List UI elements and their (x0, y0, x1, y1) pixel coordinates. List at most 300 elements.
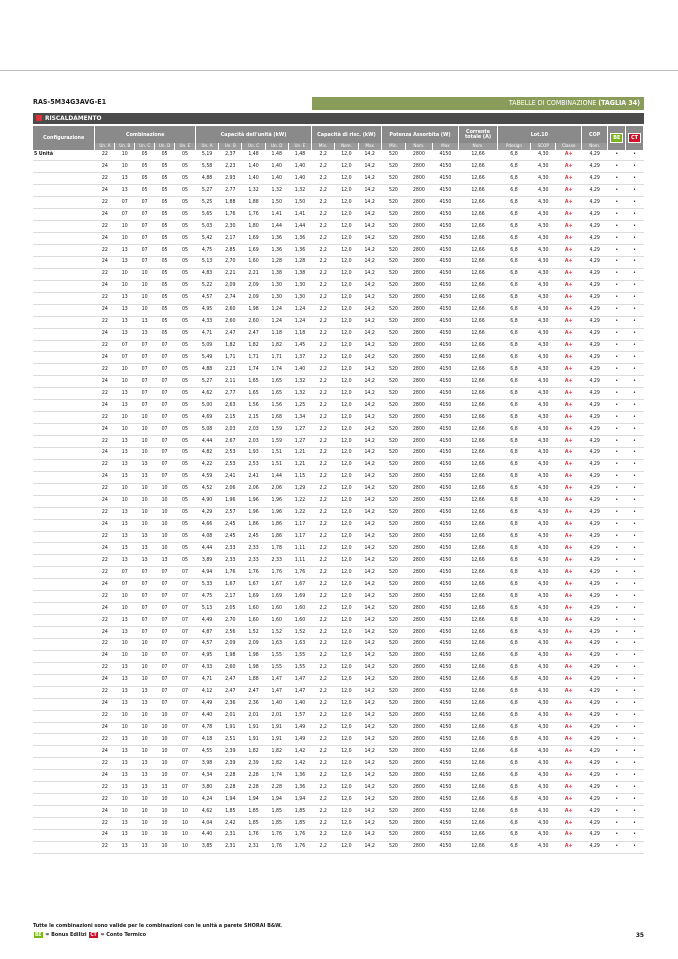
spec-cell: 2,2 (312, 806, 335, 818)
spec-cell: 2,2 (312, 471, 335, 483)
spec-cell: 6,8 (497, 579, 530, 591)
spec-cell: 12,66 (459, 722, 498, 734)
unit-capacity-cell: 1,40 (288, 698, 311, 710)
unit-combo-cell: 07 (155, 376, 175, 388)
header-cop: COP (581, 126, 608, 143)
spec-cell: 6,8 (497, 280, 530, 292)
unit-combo-cell: 10 (115, 150, 135, 161)
header-configurazione: Configurazione (33, 126, 95, 150)
unit-combo-cell: 07 (174, 638, 195, 650)
spec-cell: • (608, 591, 626, 603)
spec-cell: A+ (556, 806, 581, 818)
spec-cell: 4,30 (531, 316, 556, 328)
spec-cell: 14,2 (358, 424, 381, 436)
spec-cell: 12,66 (459, 794, 498, 806)
spec-cell: • (608, 806, 626, 818)
unit-capacity-cell: 2,39 (219, 746, 242, 758)
unit-combo-cell: 24 (95, 603, 115, 615)
spec-cell: 14,2 (358, 173, 381, 185)
unit-capacity-cell: 3,89 (195, 555, 218, 567)
spec-cell: 12,0 (335, 603, 358, 615)
config-cell (33, 507, 95, 519)
unit-capacity-cell: 1,69 (242, 245, 265, 257)
unit-combo-cell: 05 (155, 245, 175, 257)
unit-combo-cell: 10 (155, 483, 175, 495)
spec-cell: 4,30 (531, 400, 556, 412)
spec-cell: 6,8 (497, 507, 530, 519)
square-bullet-icon (36, 115, 42, 121)
unit-combo-cell: 13 (115, 543, 135, 555)
spec-cell: 2800 (406, 304, 433, 316)
spec-cell: 12,0 (335, 507, 358, 519)
config-cell (33, 698, 95, 710)
unit-combo-cell: 13 (115, 519, 135, 531)
spec-cell: 12,66 (459, 770, 498, 782)
spec-cell: 2,2 (312, 436, 335, 448)
unit-combo-cell: 24 (95, 233, 115, 245)
unit-capacity-cell: 1,93 (242, 447, 265, 459)
unit-combo-cell: 07 (135, 352, 155, 364)
spec-cell: 4,30 (531, 806, 556, 818)
unit-combo-cell: 07 (155, 603, 175, 615)
spec-cell: • (608, 495, 626, 507)
spec-cell: 4,29 (581, 543, 608, 555)
unit-capacity-cell: 1,42 (288, 758, 311, 770)
config-cell (33, 746, 95, 758)
spec-cell: 4,29 (581, 829, 608, 841)
spec-cell: 14,2 (358, 650, 381, 662)
unit-capacity-cell: 2,70 (219, 615, 242, 627)
spec-cell: 14,2 (358, 447, 381, 459)
spec-cell: 14,2 (358, 686, 381, 698)
unit-combo-cell: 24 (95, 829, 115, 841)
spec-cell: 2,2 (312, 543, 335, 555)
spec-cell: 2800 (406, 806, 433, 818)
spec-cell: 520 (381, 698, 405, 710)
unit-capacity-cell: 1,82 (242, 746, 265, 758)
unit-capacity-cell: 1,67 (265, 579, 288, 591)
unit-capacity-cell: 1,96 (219, 495, 242, 507)
spec-cell: 4,30 (531, 662, 556, 674)
spec-cell: 12,66 (459, 400, 498, 412)
table-row (33, 782, 644, 794)
unit-capacity-cell: 1,52 (265, 627, 288, 639)
unit-combo-cell: 24 (95, 519, 115, 531)
config-cell (33, 829, 95, 841)
spec-cell: 2800 (406, 662, 433, 674)
unit-capacity-cell: 2,17 (219, 591, 242, 603)
unit-combo-cell: 07 (135, 197, 155, 209)
spec-cell: 4,29 (581, 555, 608, 567)
unit-capacity-cell: 1,40 (265, 173, 288, 185)
spec-cell: 2800 (406, 710, 433, 722)
spec-cell: A+ (556, 328, 581, 340)
spec-cell: 520 (381, 292, 405, 304)
spec-cell: 6,8 (497, 818, 530, 830)
spec-cell: 12,66 (459, 161, 498, 173)
spec-cell: 12,0 (335, 794, 358, 806)
subheader-cell: Un. D (155, 143, 175, 150)
spec-cell: A+ (556, 495, 581, 507)
spec-cell: 2,2 (312, 710, 335, 722)
unit-combo-cell: 24 (95, 185, 115, 197)
unit-capacity-cell: 1,88 (242, 197, 265, 209)
unit-capacity-cell: 2,09 (242, 292, 265, 304)
unit-combo-cell: 07 (174, 746, 195, 758)
spec-cell: • (626, 436, 644, 448)
unit-capacity-cell: 1,69 (242, 591, 265, 603)
table-row (33, 818, 644, 830)
spec-cell: 4,29 (581, 150, 608, 161)
spec-cell: 2,2 (312, 233, 335, 245)
unit-combo-cell: 13 (115, 447, 135, 459)
unit-combo-cell: 24 (95, 280, 115, 292)
unit-capacity-cell: 2,33 (265, 555, 288, 567)
spec-cell: 6,8 (497, 627, 530, 639)
spec-cell: 2800 (406, 746, 433, 758)
spec-cell: 2,2 (312, 292, 335, 304)
spec-cell: 6,8 (497, 412, 530, 424)
spec-cell: 14,2 (358, 412, 381, 424)
unit-capacity-cell: 1,74 (265, 770, 288, 782)
unit-capacity-cell: 1,47 (265, 674, 288, 686)
table-row (33, 304, 644, 316)
spec-cell: • (608, 567, 626, 579)
spec-cell: 4150 (432, 388, 459, 400)
config-cell (33, 447, 95, 459)
spec-cell: A+ (556, 150, 581, 161)
spec-cell: 14,2 (358, 615, 381, 627)
unit-capacity-cell: 2,42 (219, 818, 242, 830)
spec-cell: • (626, 400, 644, 412)
table-row (33, 722, 644, 734)
spec-cell: 4,30 (531, 495, 556, 507)
unit-capacity-cell: 1,56 (265, 400, 288, 412)
spec-cell: • (608, 400, 626, 412)
unit-combo-cell: 22 (95, 591, 115, 603)
spec-cell: 520 (381, 471, 405, 483)
spec-cell: 2800 (406, 256, 433, 268)
config-cell (33, 173, 95, 185)
spec-cell: 12,0 (335, 615, 358, 627)
spec-cell: 2,2 (312, 734, 335, 746)
unit-combo-cell: 10 (115, 710, 135, 722)
spec-cell: 4,29 (581, 221, 608, 233)
spec-cell: 4,29 (581, 412, 608, 424)
unit-capacity-cell: 1,85 (265, 818, 288, 830)
subheader-cell: Un. A (195, 143, 218, 150)
unit-capacity-cell: 2,11 (219, 376, 242, 388)
spec-cell: • (626, 256, 644, 268)
spec-cell: 12,0 (335, 627, 358, 639)
table-row (33, 674, 644, 686)
spec-cell: A+ (556, 543, 581, 555)
unit-capacity-cell: 1,94 (242, 794, 265, 806)
spec-cell: 12,66 (459, 567, 498, 579)
spec-cell: 4,29 (581, 507, 608, 519)
spec-cell: 4150 (432, 424, 459, 436)
spec-cell: 12,66 (459, 543, 498, 555)
unit-combo-cell: 22 (95, 245, 115, 257)
spec-cell: 2,2 (312, 794, 335, 806)
spec-cell: • (626, 734, 644, 746)
table-row (33, 758, 644, 770)
unit-combo-cell: 10 (135, 280, 155, 292)
unit-combo-cell: 10 (135, 674, 155, 686)
unit-capacity-cell: 2,45 (219, 531, 242, 543)
ct-legend-text: = Conto Termico (100, 932, 146, 938)
unit-combo-cell: 22 (95, 841, 115, 853)
spec-cell: 6,8 (497, 698, 530, 710)
spec-cell: 520 (381, 280, 405, 292)
spec-cell: A+ (556, 758, 581, 770)
spec-cell: 2,2 (312, 173, 335, 185)
unit-capacity-cell: 2,60 (219, 662, 242, 674)
table-row (33, 459, 644, 471)
header-capacita-unita: Capacità dell'unità (kW) (195, 126, 311, 143)
spec-cell: 4150 (432, 376, 459, 388)
spec-cell: • (608, 543, 626, 555)
unit-capacity-cell: 1,96 (265, 507, 288, 519)
spec-cell: 4,30 (531, 376, 556, 388)
unit-capacity-cell: 1,29 (288, 483, 311, 495)
spec-cell: 6,8 (497, 483, 530, 495)
unit-combo-cell: 13 (115, 328, 135, 340)
spec-cell: 12,66 (459, 758, 498, 770)
unit-capacity-cell: 1,76 (219, 567, 242, 579)
table-row (33, 698, 644, 710)
unit-capacity-cell: 2,33 (219, 555, 242, 567)
spec-cell: 12,66 (459, 686, 498, 698)
unit-capacity-cell: 3,85 (195, 841, 218, 853)
spec-cell: 12,66 (459, 495, 498, 507)
spec-cell: • (608, 770, 626, 782)
spec-cell: 520 (381, 758, 405, 770)
unit-capacity-cell: 2,31 (219, 841, 242, 853)
unit-capacity-cell: 1,41 (265, 209, 288, 221)
unit-combo-cell: 13 (115, 841, 135, 853)
be-legend-text: = Bonus Edilizi (45, 932, 87, 938)
spec-cell: • (626, 829, 644, 841)
unit-combo-cell: 05 (174, 436, 195, 448)
config-cell (33, 495, 95, 507)
unit-capacity-cell: 1,59 (265, 424, 288, 436)
spec-cell: • (608, 674, 626, 686)
unit-capacity-cell: 1,71 (219, 352, 242, 364)
config-cell (33, 304, 95, 316)
unit-combo-cell: 10 (115, 806, 135, 818)
spec-cell: • (608, 555, 626, 567)
unit-capacity-cell: 4,71 (195, 328, 218, 340)
unit-combo-cell: 07 (155, 627, 175, 639)
unit-capacity-cell: 1,50 (288, 197, 311, 209)
unit-capacity-cell: 1,91 (219, 722, 242, 734)
unit-combo-cell: 24 (95, 352, 115, 364)
unit-capacity-cell: 1,40 (288, 364, 311, 376)
table-row (33, 197, 644, 209)
spec-cell: 520 (381, 388, 405, 400)
unit-combo-cell: 10 (115, 794, 135, 806)
unit-combo-cell: 10 (155, 507, 175, 519)
spec-cell: 4150 (432, 770, 459, 782)
spec-cell: 12,0 (335, 233, 358, 245)
unit-combo-cell: 10 (135, 818, 155, 830)
unit-combo-cell: 13 (115, 698, 135, 710)
unit-capacity-cell: 2,47 (242, 328, 265, 340)
unit-combo-cell: 07 (115, 197, 135, 209)
unit-capacity-cell: 1,82 (265, 746, 288, 758)
spec-cell: A+ (556, 292, 581, 304)
spec-cell: 2800 (406, 245, 433, 257)
unit-combo-cell: 24 (95, 674, 115, 686)
unit-combo-cell: 05 (174, 388, 195, 400)
unit-capacity-cell: 2,21 (219, 268, 242, 280)
spec-cell: 2800 (406, 543, 433, 555)
spec-cell: • (626, 340, 644, 352)
unit-combo-cell: 07 (174, 674, 195, 686)
unit-capacity-cell: 1,76 (265, 567, 288, 579)
spec-cell: 12,0 (335, 447, 358, 459)
table-row (33, 340, 644, 352)
unit-combo-cell: 22 (95, 638, 115, 650)
unit-capacity-cell: 2,93 (219, 173, 242, 185)
spec-cell: • (626, 698, 644, 710)
config-cell (33, 519, 95, 531)
spec-cell: 4150 (432, 483, 459, 495)
spec-cell: 2800 (406, 209, 433, 221)
unit-capacity-cell: 4,40 (195, 710, 218, 722)
unit-capacity-cell: 1,85 (265, 806, 288, 818)
spec-cell: 4150 (432, 579, 459, 591)
spec-cell: A+ (556, 304, 581, 316)
unit-combo-cell: 10 (135, 436, 155, 448)
spec-cell: 4150 (432, 268, 459, 280)
spec-cell: 4,29 (581, 268, 608, 280)
unit-combo-cell: 24 (95, 304, 115, 316)
unit-capacity-cell: 4,04 (195, 818, 218, 830)
spec-cell: 520 (381, 316, 405, 328)
spec-cell: 2,2 (312, 841, 335, 853)
spec-cell: • (626, 591, 644, 603)
spec-cell: 6,8 (497, 340, 530, 352)
unit-capacity-cell: 1,69 (288, 591, 311, 603)
config-cell (33, 734, 95, 746)
spec-cell: 14,2 (358, 495, 381, 507)
unit-capacity-cell: 1,17 (288, 531, 311, 543)
spec-cell: 12,66 (459, 185, 498, 197)
spec-cell: • (608, 758, 626, 770)
spec-cell: 12,0 (335, 555, 358, 567)
unit-capacity-cell: 4,82 (195, 447, 218, 459)
spec-cell: 520 (381, 364, 405, 376)
spec-cell: 6,8 (497, 185, 530, 197)
spec-cell: 2,2 (312, 400, 335, 412)
spec-cell: 12,66 (459, 256, 498, 268)
unit-combo-cell: 10 (174, 841, 195, 853)
spec-cell: A+ (556, 591, 581, 603)
config-cell (33, 627, 95, 639)
spec-cell: 520 (381, 352, 405, 364)
unit-capacity-cell: 1,94 (288, 794, 311, 806)
spec-cell: 520 (381, 734, 405, 746)
unit-combo-cell: 07 (174, 758, 195, 770)
spec-cell: 4150 (432, 794, 459, 806)
spec-cell: 4,30 (531, 412, 556, 424)
spec-cell: 2,2 (312, 316, 335, 328)
header-potenza: Potenza Assorbita (W) (381, 126, 458, 143)
spec-cell: 520 (381, 304, 405, 316)
spec-cell: • (608, 686, 626, 698)
unit-capacity-cell: 1,47 (265, 686, 288, 698)
page-number: 35 (635, 931, 644, 939)
unit-combo-cell: 10 (115, 483, 135, 495)
unit-capacity-cell: 1,28 (265, 256, 288, 268)
unit-combo-cell: 07 (174, 662, 195, 674)
unit-capacity-cell: 2,70 (219, 256, 242, 268)
unit-combo-cell: 05 (174, 233, 195, 245)
unit-combo-cell: 07 (115, 352, 135, 364)
spec-cell: 4,30 (531, 340, 556, 352)
spec-cell: 4150 (432, 674, 459, 686)
spec-cell: 520 (381, 662, 405, 674)
unit-combo-cell: 10 (135, 746, 155, 758)
spec-cell: • (608, 221, 626, 233)
unit-capacity-cell: 5,33 (195, 579, 218, 591)
unit-combo-cell: 07 (135, 388, 155, 400)
spec-cell: 520 (381, 710, 405, 722)
unit-capacity-cell: 4,75 (195, 245, 218, 257)
spec-cell: 2,2 (312, 591, 335, 603)
unit-combo-cell: 07 (174, 650, 195, 662)
unit-combo-cell: 10 (135, 662, 155, 674)
spec-cell: 520 (381, 197, 405, 209)
spec-cell: 520 (381, 818, 405, 830)
unit-capacity-cell: 1,18 (265, 328, 288, 340)
unit-capacity-cell: 1,69 (265, 591, 288, 603)
table-row (33, 185, 644, 197)
spec-cell: 520 (381, 209, 405, 221)
model-title: RAS-5M34G3AVG-E1 (33, 98, 107, 106)
unit-capacity-cell: 2,03 (242, 424, 265, 436)
spec-cell: 4150 (432, 710, 459, 722)
spec-cell: A+ (556, 364, 581, 376)
spec-cell: • (608, 447, 626, 459)
spec-cell: 2,2 (312, 209, 335, 221)
spec-cell: 2,2 (312, 447, 335, 459)
spec-cell: 4,29 (581, 818, 608, 830)
spec-cell: • (626, 495, 644, 507)
unit-combo-cell: 10 (115, 603, 135, 615)
unit-capacity-cell: 1,86 (265, 519, 288, 531)
config-cell (33, 770, 95, 782)
spec-cell: 12,0 (335, 495, 358, 507)
unit-capacity-cell: 2,67 (219, 436, 242, 448)
unit-combo-cell: 07 (155, 412, 175, 424)
unit-combo-cell: 07 (135, 233, 155, 245)
config-cell (33, 424, 95, 436)
spec-cell: • (608, 531, 626, 543)
unit-combo-cell: 07 (155, 615, 175, 627)
spec-cell: 4,30 (531, 615, 556, 627)
spec-cell: 12,66 (459, 412, 498, 424)
spec-cell: 2,2 (312, 340, 335, 352)
spec-cell: • (626, 292, 644, 304)
unit-capacity-cell: 1,44 (265, 221, 288, 233)
spec-cell: 4150 (432, 841, 459, 853)
spec-cell: • (626, 722, 644, 734)
unit-capacity-cell: 4,66 (195, 519, 218, 531)
table-row (33, 221, 644, 233)
